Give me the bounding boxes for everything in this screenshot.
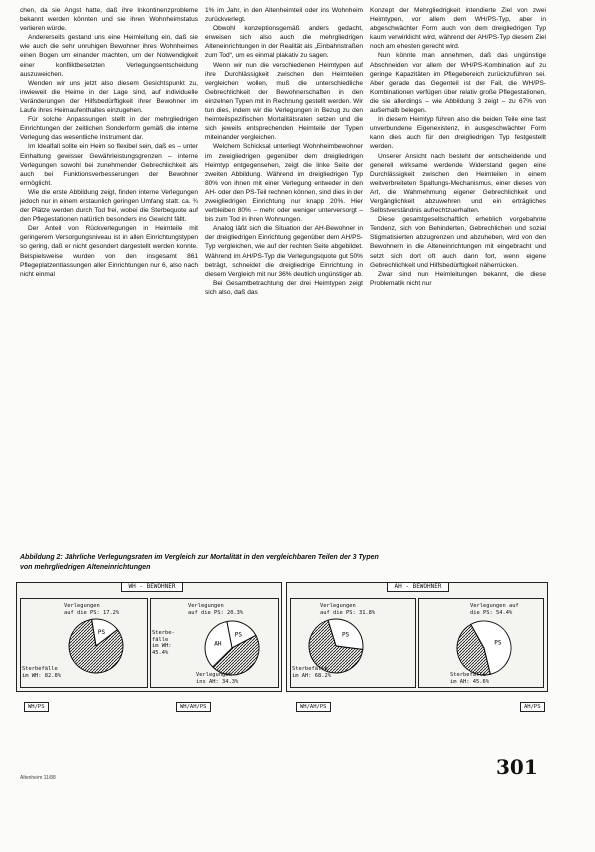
pie-2-slice-tag-3: AH <box>214 640 222 648</box>
paragraph: Der Anteil von Rückverlegungen in Heimteile mit geringerem Versorgungsniveau ist in allen Einrichtungstypen so gering, daß er nicht gesondert dargestellt werden konnte. Beispielsweise wurden von den insgesamt 861 Pflegeplatzentlassungen aller Einrichtungen nur 6, also nach nicht einmal <box>20 225 198 278</box>
text-column-2 <box>205 6 363 297</box>
paragraph: Analog läßt sich die Situation der AH-Bewohner in der dreigliedrigen Einrichtung gegenüber dem AH/PS-Typ vergleichen, wie auf der rechten Seite abgebildet. Während im AH/PS-Typ die Verlegungsquote gut 50% beträgt, schneidet die dreigliedrige Einrichtung in diesem Vergleich mit nur 36% deutlich ungünstiger ab. <box>205 225 363 278</box>
paragraph: Andererseits gestand uns eine Heimleitung ein, daß sie wie auch die sehr unruhigen Bewohner ihres Wohnheimes einen Bogen um einander machten, um der Notwendigkeit einer konfliktbesetzten Verlegungsentscheidung auszuweichen. <box>20 34 198 78</box>
pie-4-type-tag: AH/PS <box>520 702 545 712</box>
pie-3-type-tag: WH/AH/PS <box>296 702 331 712</box>
pie-3-slice-tag-1: PS <box>341 631 350 639</box>
pie-1-slice-tag-1: PS <box>97 629 106 637</box>
pie-4-label-bottom: Sterbefälle im AH: 45.6% <box>450 672 489 685</box>
pie-2-slice-tag-1: PS <box>234 631 243 639</box>
paragraph: chen, da sie Angst hatte, daß ihre Inkontinenzprobleme bekannt werden könnten und sie ihren Wohnheimstatus verlieren würde. <box>20 7 198 33</box>
figure-caption <box>20 553 550 573</box>
text-column-1 <box>20 6 198 279</box>
paragraph: Bei Gesamtbetrachtung der drei Heimtypen zeigt sich also, daß das <box>205 279 363 296</box>
text-column-3 <box>370 6 546 288</box>
paragraph: Zwar sind nun Heimleitungen bekannt, die diese Problematik nicht nur <box>370 270 546 287</box>
paragraph: Unserer Ansicht nach besteht der entscheidende und generell wirksame werdende Widerstand gegen eine Durchlässigkeit zwischen den Heimteilen in einem weitverbreiteten Spaltungs-Mechanismus, einer dieses von Art, die Wahrnehmung eigener Gebrechlichkeit und Vergänglichkeit abzuwehren und ein erträgliches Selbstverständnis aufrechtzuerhalten. <box>370 152 546 215</box>
page-number: 301 <box>496 755 538 779</box>
pie-3-label-top: Verlegungen auf die PS: 31.8% <box>320 603 376 616</box>
footer-source: Altenheim 11/88 <box>20 775 56 781</box>
pie-2-label-side: Sterbe- fälle im WH: 45.4% <box>152 630 175 656</box>
paragraph: Wie die erste Abbildung zeigt, finden interne Verlegungen jedoch nur in einem erstaunlich geringen Umfang statt: ca. ¾ der Plätze werden durch Tod frei, wobei die Sterbequote auf den Pflegestationen natürlich besonders ins Gewicht fällt. <box>20 188 198 224</box>
pie-2-type-tag: WH/AH/PS <box>176 702 211 712</box>
paragraph: Obwohl konzeptionsgemäß anders gedacht, erweisen sich also auch die mehrgliedrigen Alteneinrichtungen in der Realität als „Einbahnstraßen zum Tod“, um es einmal plakativ zu sagen. <box>205 25 363 60</box>
right-panel-title: AH - BEWOHNER <box>387 582 449 592</box>
pie-3-label-bottom: Sterbefälle im AH: 68.2% <box>292 666 331 679</box>
pie-charts <box>0 584 595 699</box>
pie-2-label-bottom: Verlegungen ins AH: 34.3% <box>196 672 239 685</box>
paragraph: Wenn wir nun die verschiedenen Heimtypen auf ihre Durchlässigkeit zwischen den Heimteilen vergleichen wollen, muß die unterschiedliche Gebrechlichkeit der Bewohnerschaften in den einzelnen Typen mit in Rechnung gestellt werden. Wir tun dies, indem wir die Verlegungen in Bezug zu den heimteilspezifischen Mortalitätsraten setzen und die sich jeweils entsprechenden Heimteile der Typen miteinander vergleichen. <box>205 61 363 142</box>
paragraph: In diesem Heimtyp führen also die beiden Teile eine fast unverbundene Eigenexistenz, in ausgeschwächter Form kann dies auch für den dreigliedrigen Typ festgestellt werden. <box>370 116 546 151</box>
paragraph: Diese gesamtgesellschaftlich erheblich vorgebahnte Tendenz, sich von Behinderten, Gebrechlichen und sozial Stigmatisierten abzugrenzen und abzuheben, wird von den Bewohnern in die Alteneinrichtungen mit eingebracht und setzt sich dort oft auch dann fort, wenn eigene Gebrechlichkeit und Hilfsbedürftigkeit näherrücken. <box>370 216 546 269</box>
paragraph: Nun könnte man annehmen, daß das ungünstige Abschneiden vor allem der WH/PS-Kombination auf zu geringe Kapazitäten im Pflegebereich zurückzuführen sei. Aber gerade das Gegenteil ist der Fall, die WH/PS-Kombinationen verfügen über relativ große Pflegestationen, die sie allerdings – wie Abbildung 3 zeigt – zu 67% von außerhalb belegen. <box>370 52 546 115</box>
paragraph: Konzept der Mehrgliedrigkeit intendierte Ziel von zwei Heimtypen, vor allem dem WH/PS-Typ, aber in abgeschwächter Form auch von dem dreigliedrigen Typ kaum verwirklicht wird, während der AH/PS-Typ diesem Ziel noch am ehesten gerecht wird. <box>370 7 546 51</box>
figure-caption-line-2: von mehrgliedrigen Alteneinrichtungen <box>20 564 151 571</box>
pie-2-label-top: Verlegungen auf die PS: 20.3% <box>188 603 244 616</box>
pie-1-type-tag: WH/PS <box>24 702 49 712</box>
pie-1-label-bottom: Sterbefälle im WH: 82.8% <box>22 666 61 679</box>
figure-caption-line-1: Abbildung 2: Jährliche Verlegungsraten im Vergleich zur Mortalität in den vergleichbaren Teilen der 3 Typen <box>20 554 379 561</box>
paragraph: Für solche Anpassungen stellt in der mehrgliedrigen Einrichtungen der zeitlichen Sonderform gemäß die interne Verlegung das wesentliche Instrument dar. <box>20 116 198 142</box>
pie-4-slice-tag-1: PS <box>494 639 502 647</box>
pie-1-label-top: Verlegungen auf die PS: 17.2% <box>64 603 120 616</box>
paragraph: 1% im Jahr, in den Altenheimteil oder ins Wohnheim zurückverlegt. <box>205 7 363 24</box>
paragraph: Wenden wir uns jetzt also diesem Gesichtspunkt zu, inwieweit die Heime in der Lage sind, auf individuelle Veränderungen der Hilfsbedürftigkeit ihrer Bewohner im Laufe ihres Heimaufenthaltes einzugehen. <box>20 79 198 115</box>
pie-4-label-top: Verlegungen auf die PS: 54.4% <box>470 603 519 616</box>
left-panel-title: WH - BEWOHNER <box>121 582 183 592</box>
paragraph: Im Idealfall sollte ein Heim so flexibel sein, daß es – unter Einhaltung gewisser Gewährleistungsgrenzen – interne Verlegungen sowohl bei zunehmender Gebrechlichkeit als auch bei Funktionsverbesserungen der Bewohner ermöglicht. <box>20 143 198 187</box>
paragraph: Welchem Schicksal unterliegt Wohnheimbewohner im zweigliedrigen gegenüber dem dreigliedrigen Heimtyp entgegensehen, zeigt die linke Seite der zweiten Abbildung. Während im dreigliedrigen Typ 80% von ihnen mit einer Verlegung entweder in den AH- oder den PS-Teil rechnen können, sind dies in der zweigliedrigen Einrichtung nur knapp 20%. Hier verbleiben 80% – mehr oder weniger unterversorgt – bis zum Tod in ihren Wohnungen. <box>205 143 363 224</box>
